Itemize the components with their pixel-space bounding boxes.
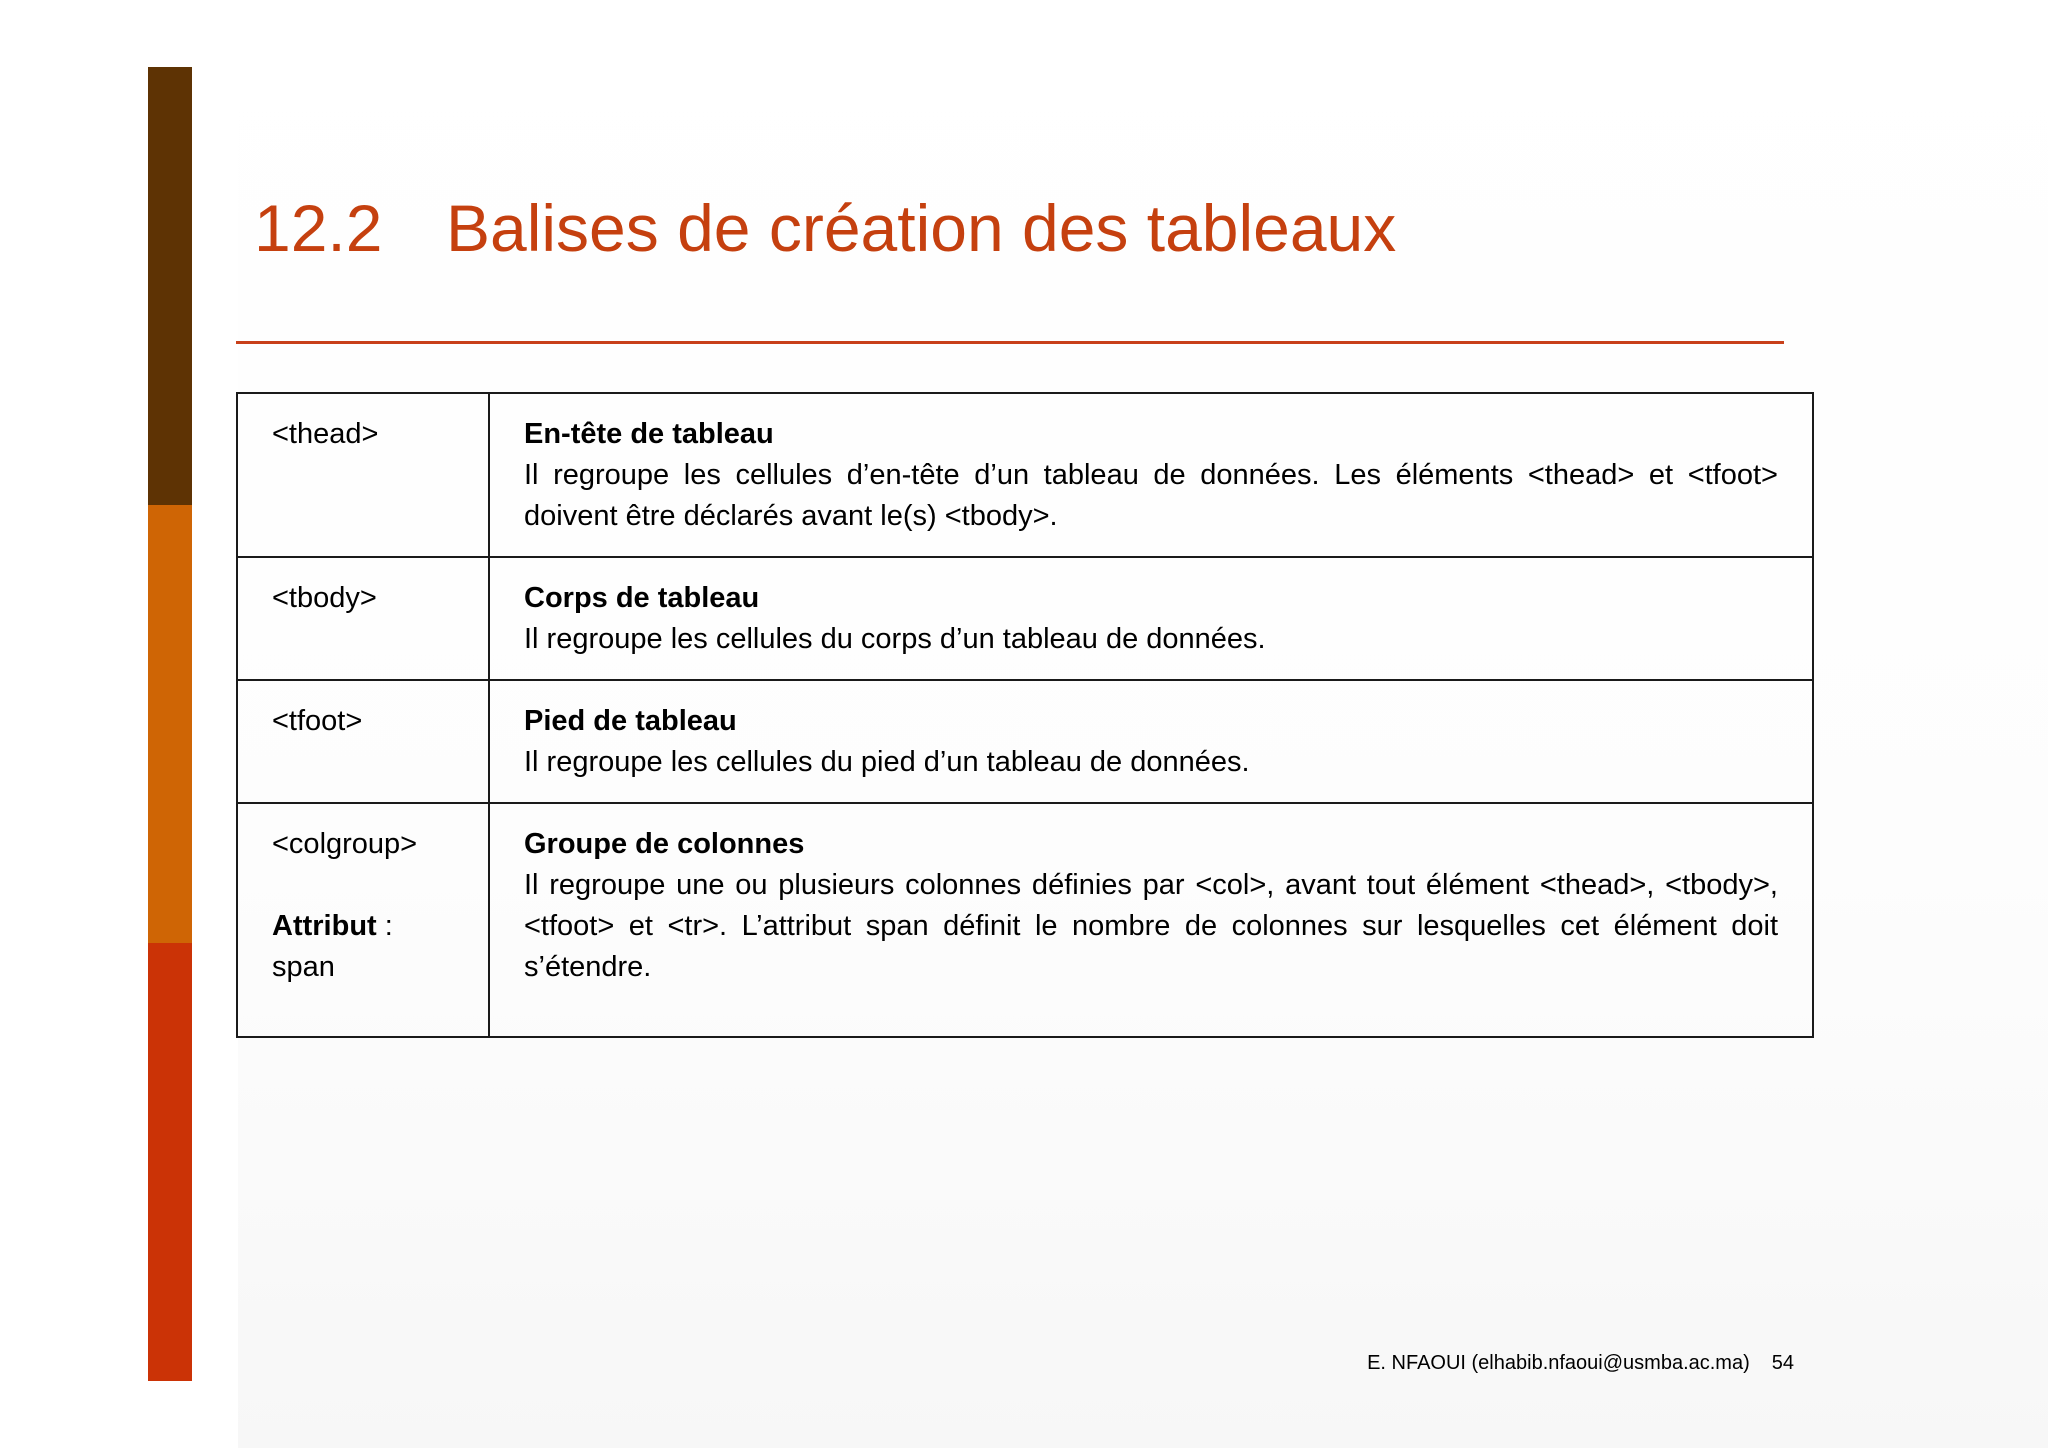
attribute-separator: : [376,910,393,942]
description-text: Il regroupe une ou plusieurs colonnes définies par <col>, avant tout élément <thead>, <tbody>, <tfoot> et <tr>. L’attribut span définit le nombre de colonnes sur lesquelles cet élément doit s’étendre. [524,869,1778,983]
tag-cell [237,557,489,680]
description-cell [489,803,1813,1037]
description-cell [489,557,1813,680]
tag-cell [237,393,489,557]
description-title: Corps de tableau [524,582,760,614]
tag-cell [237,803,489,1037]
title-rule [236,341,1784,344]
table-row [237,803,1813,1037]
description-text: Il regroupe les cellules du corps d’un tableau de données. [524,623,1266,655]
title-text: Balises de création des tableaux [446,191,1397,265]
attribute-value: span [272,951,335,983]
attribute-label: Attribut [272,910,377,942]
table-row [237,680,1813,803]
description-text: Il regroupe les cellules d’en-tête d’un tableau de données. Les éléments <thead> et <tfoot> doivent être déclarés avant le(s) <tbody>. [524,459,1778,532]
tags-table [236,392,1814,1038]
description-cell [489,680,1813,803]
tag-cell [237,680,489,803]
slide-title [254,188,1396,268]
tag-name: <colgroup> [272,828,418,860]
description-title: Pied de tableau [524,705,737,737]
title-number: 12.2 [254,191,383,265]
description-title: Groupe de colonnes [524,828,805,860]
footer-author: E. NFAOUI (elhabib.nfaoui@usmba.ac.ma) [1367,1352,1750,1374]
side-bar-top [148,67,192,505]
table-row [237,393,1813,557]
description-cell [489,393,1813,557]
side-bar-middle [148,505,192,943]
table-row [237,557,1813,680]
side-bar-bottom [148,943,192,1381]
description-text: Il regroupe les cellules du pied d’un tableau de données. [524,746,1250,778]
tag-name: <thead> [272,418,379,450]
attribute-block [272,906,454,988]
page-number: 54 [1771,1352,1794,1374]
description-title: En-tête de tableau [524,418,774,450]
tag-name: <tbody> [272,582,377,614]
tag-name: <tfoot> [272,705,363,737]
footer [1367,1350,1794,1376]
